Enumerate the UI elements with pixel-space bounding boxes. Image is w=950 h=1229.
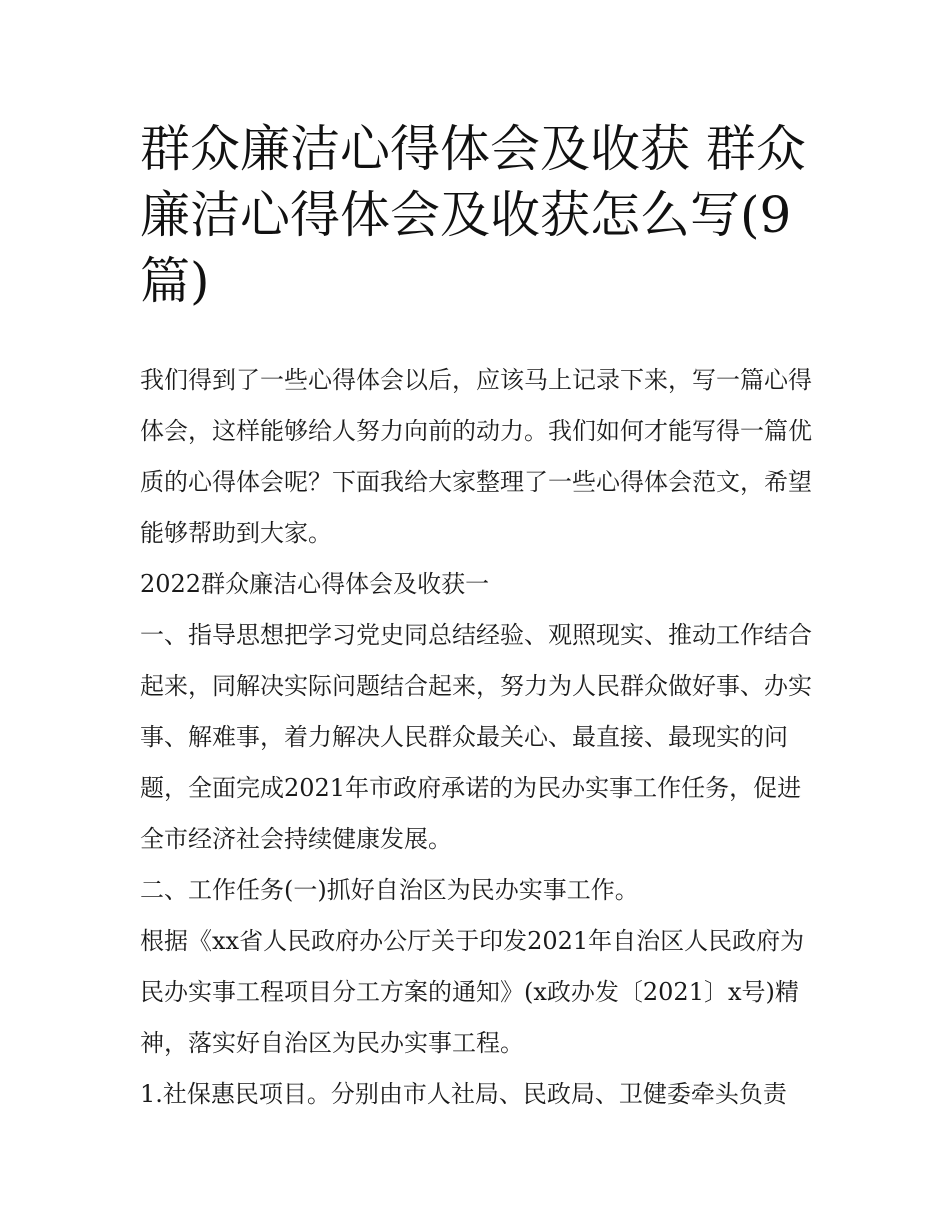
section-heading: 2022群众廉洁心得体会及收获一 [140, 570, 490, 598]
social-security-paragraph: 1.社保惠民项目。分别由市人社局、民政局、卫健委牵头负责 [140, 1080, 787, 1108]
notice-paragraph: 根据《xx省人民政府办公厅关于印发2021年自治区人民政府为民办实事工程项目分工方案的通知》(x政办发〔2021〕x号)精神，落实好自治区为民办实事工程。 [140, 927, 805, 1057]
guiding-ideology-paragraph: 一、指导思想把学习党史同总结经验、观照现实、推动工作结合起来，同解决实际问题结合起来，努力为人民群众做好事、办实事、解难事，着力解决人民群众最关心、最直接、最现实的问题，全面完成2021年市政府承诺的为民办实事工作任务，促进全市经济社会持续健康发展。 [140, 621, 812, 853]
document-body [140, 355, 820, 1120]
work-tasks-paragraph: 二、工作任务(一)抓好自治区为民办实事工作。 [140, 876, 639, 904]
intro-paragraph: 我们得到了一些心得体会以后，应该马上记录下来，写一篇心得体会，这样能够给人努力向前的动力。我们如何才能写得一篇优质的心得体会呢？下面我给大家整理了一些心得体会范文，希望能够帮助到大家。 [140, 366, 812, 547]
document-title: 群众廉洁心得体会及收获 群众廉洁心得体会及收获怎么写(9篇) [140, 120, 806, 310]
